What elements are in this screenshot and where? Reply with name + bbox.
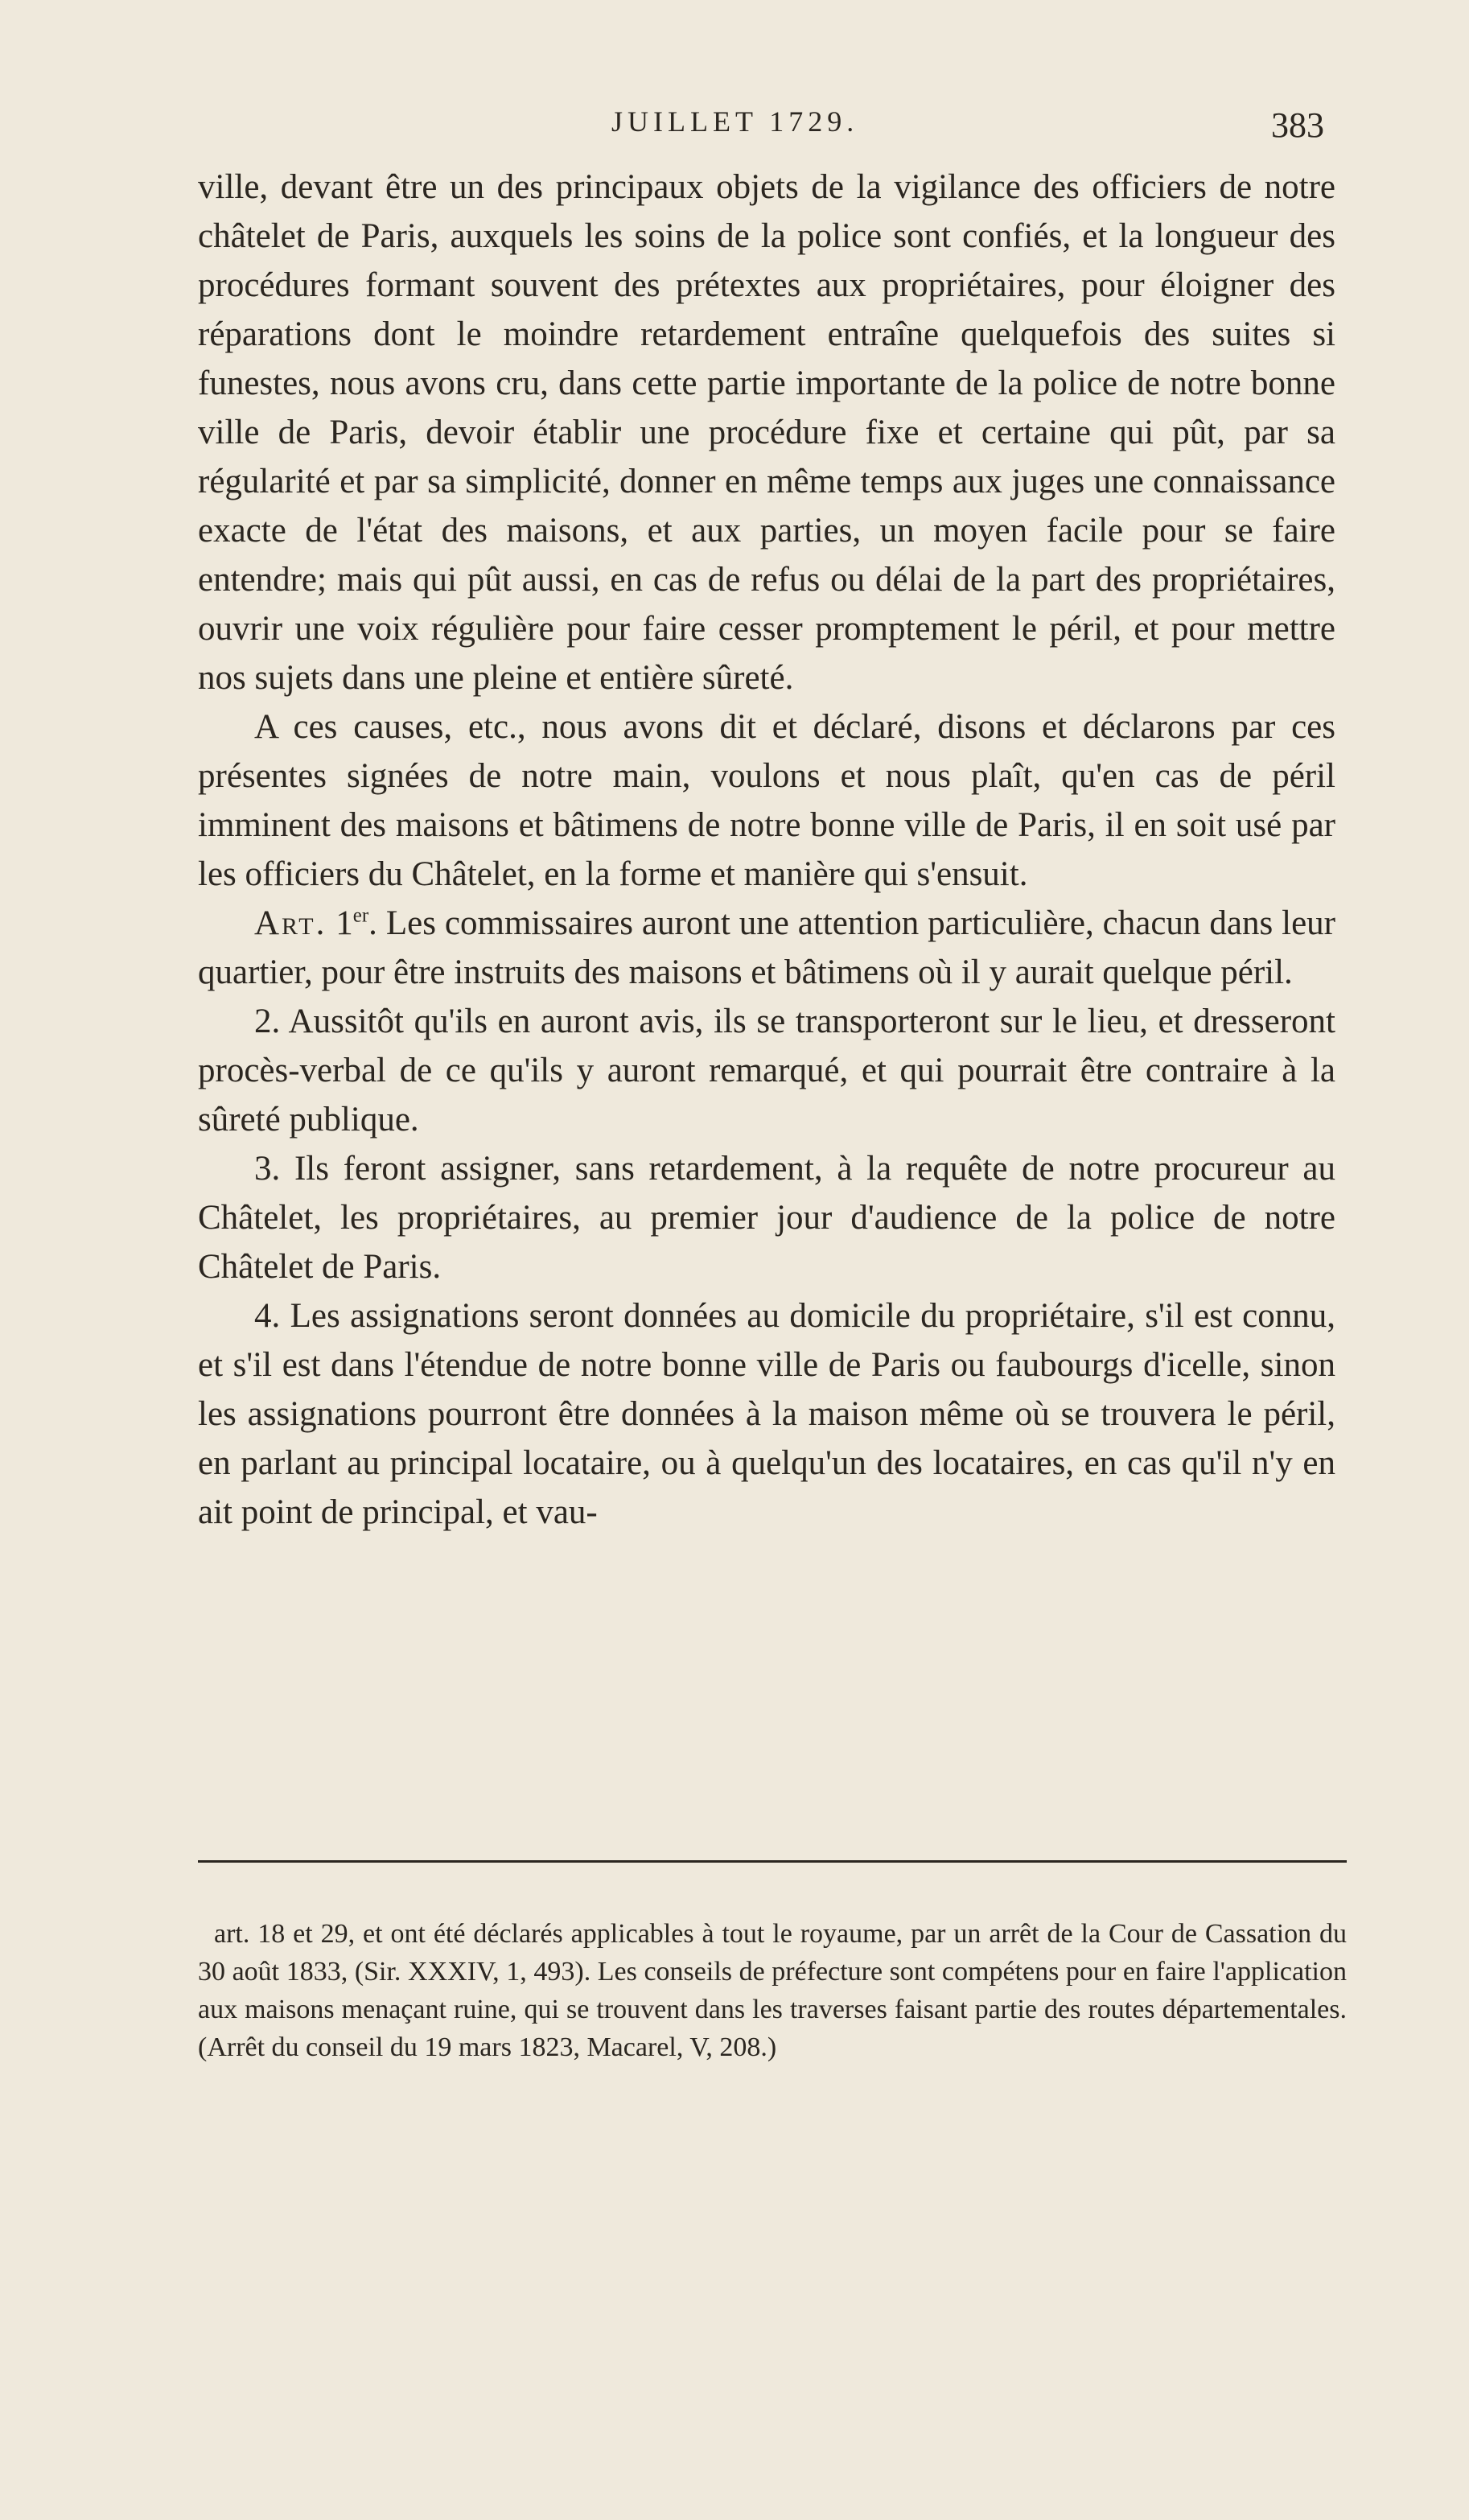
article-3: 3. Ils feront assigner, sans retardement, à la requête de notre procureur au Châtelet, les propriétaires, au premier jour d'audience de la police de notre Châtelet de Paris. (198, 1150, 1335, 1286)
article-2: 2. Aussitôt qu'ils en auront avis, ils se transporteront sur le lieu, et dresseront procès-verbal de ce qu'ils y auront remarqué, et qui pourrait être contraire à la sûreté publique. (198, 1003, 1335, 1139)
article-1 (198, 899, 1335, 997)
article-1-text: . Les commissaires auront une attention particulière, chacun dans leur quartier, pour être instruits des maisons et bâtimens où il y aurait quelque péril. (198, 904, 1335, 991)
footnote (198, 1915, 1347, 2066)
footnote-divider (198, 1860, 1347, 1863)
paragraph-dispositif: A ces causes, etc., nous avons dit et déclaré, disons et déclarons par ces présentes signées de notre main, voulons et nous plaît, qu'en cas de péril imminent des maisons et bâtimens de notre bonne ville de Paris, il en soit usé par les officiers du Châtelet, en la forme et manière qui s'ensuit. (198, 708, 1335, 893)
paragraph-preamble: ville, devant être un des principaux objets de la vigilance des officiers de notre châtelet de Paris, auxquels les soins de la police sont confiés, et la longueur des procédures formant souvent des prétextes aux propriétaires, pour éloigner des réparations dont le moindre retardement entraîne quelquefois des suites si funestes, nous avons cru, dans cette partie importante de la police de notre bonne ville de Paris, devoir établir une procédure fixe et certaine qui pût, par sa régularité et par sa simplicité, donner en même temps aux juges une connaissance exacte de l'état des maisons, et aux parties, un moyen facile pour se faire entendre; mais qui pût aussi, en cas de refus ou délai de la part des propriétaires, ouvrir une voix régulière pour faire cesser promptement le péril, et pour mettre nos sujets dans une pleine et entière sûreté. (198, 168, 1335, 697)
article-1-label: Art. (254, 904, 327, 942)
running-title: JUILLET 1729. (611, 105, 859, 138)
article-4: 4. Les assignations seront données au domicile du propriétaire, s'il est connu, et s'il est dans l'étendue de notre bonne ville de Paris ou faubourgs d'icelle, sinon les assignations pourront être données à la maison même où se trouvera le péril, en parlant au principal locataire, ou à quelqu'un des locataires, en cas qu'il n'y en ait point de principal, et vau- (198, 1297, 1335, 1531)
page-number: 383 (1271, 105, 1324, 145)
article-1-number: 1 (335, 904, 353, 942)
article-1-superscript: er (352, 904, 369, 927)
footnote-text: art. 18 et 29, et ont été déclarés applicables à tout le royaume, par un arrêt de la Cour de Cassation du 30 août 1833, (Sir. XXXIV, 1, 493). Les conseils de préfecture sont compétens pour en faire l'application aux maisons menaçant ruine, qui se trouvent dans les traverses faisant partie des routes départementales. (Arrêt du conseil du 19 mars 1823, Macarel, V, 208.) (198, 1919, 1347, 2062)
body-text (198, 163, 1335, 1537)
page-header (0, 105, 1469, 153)
